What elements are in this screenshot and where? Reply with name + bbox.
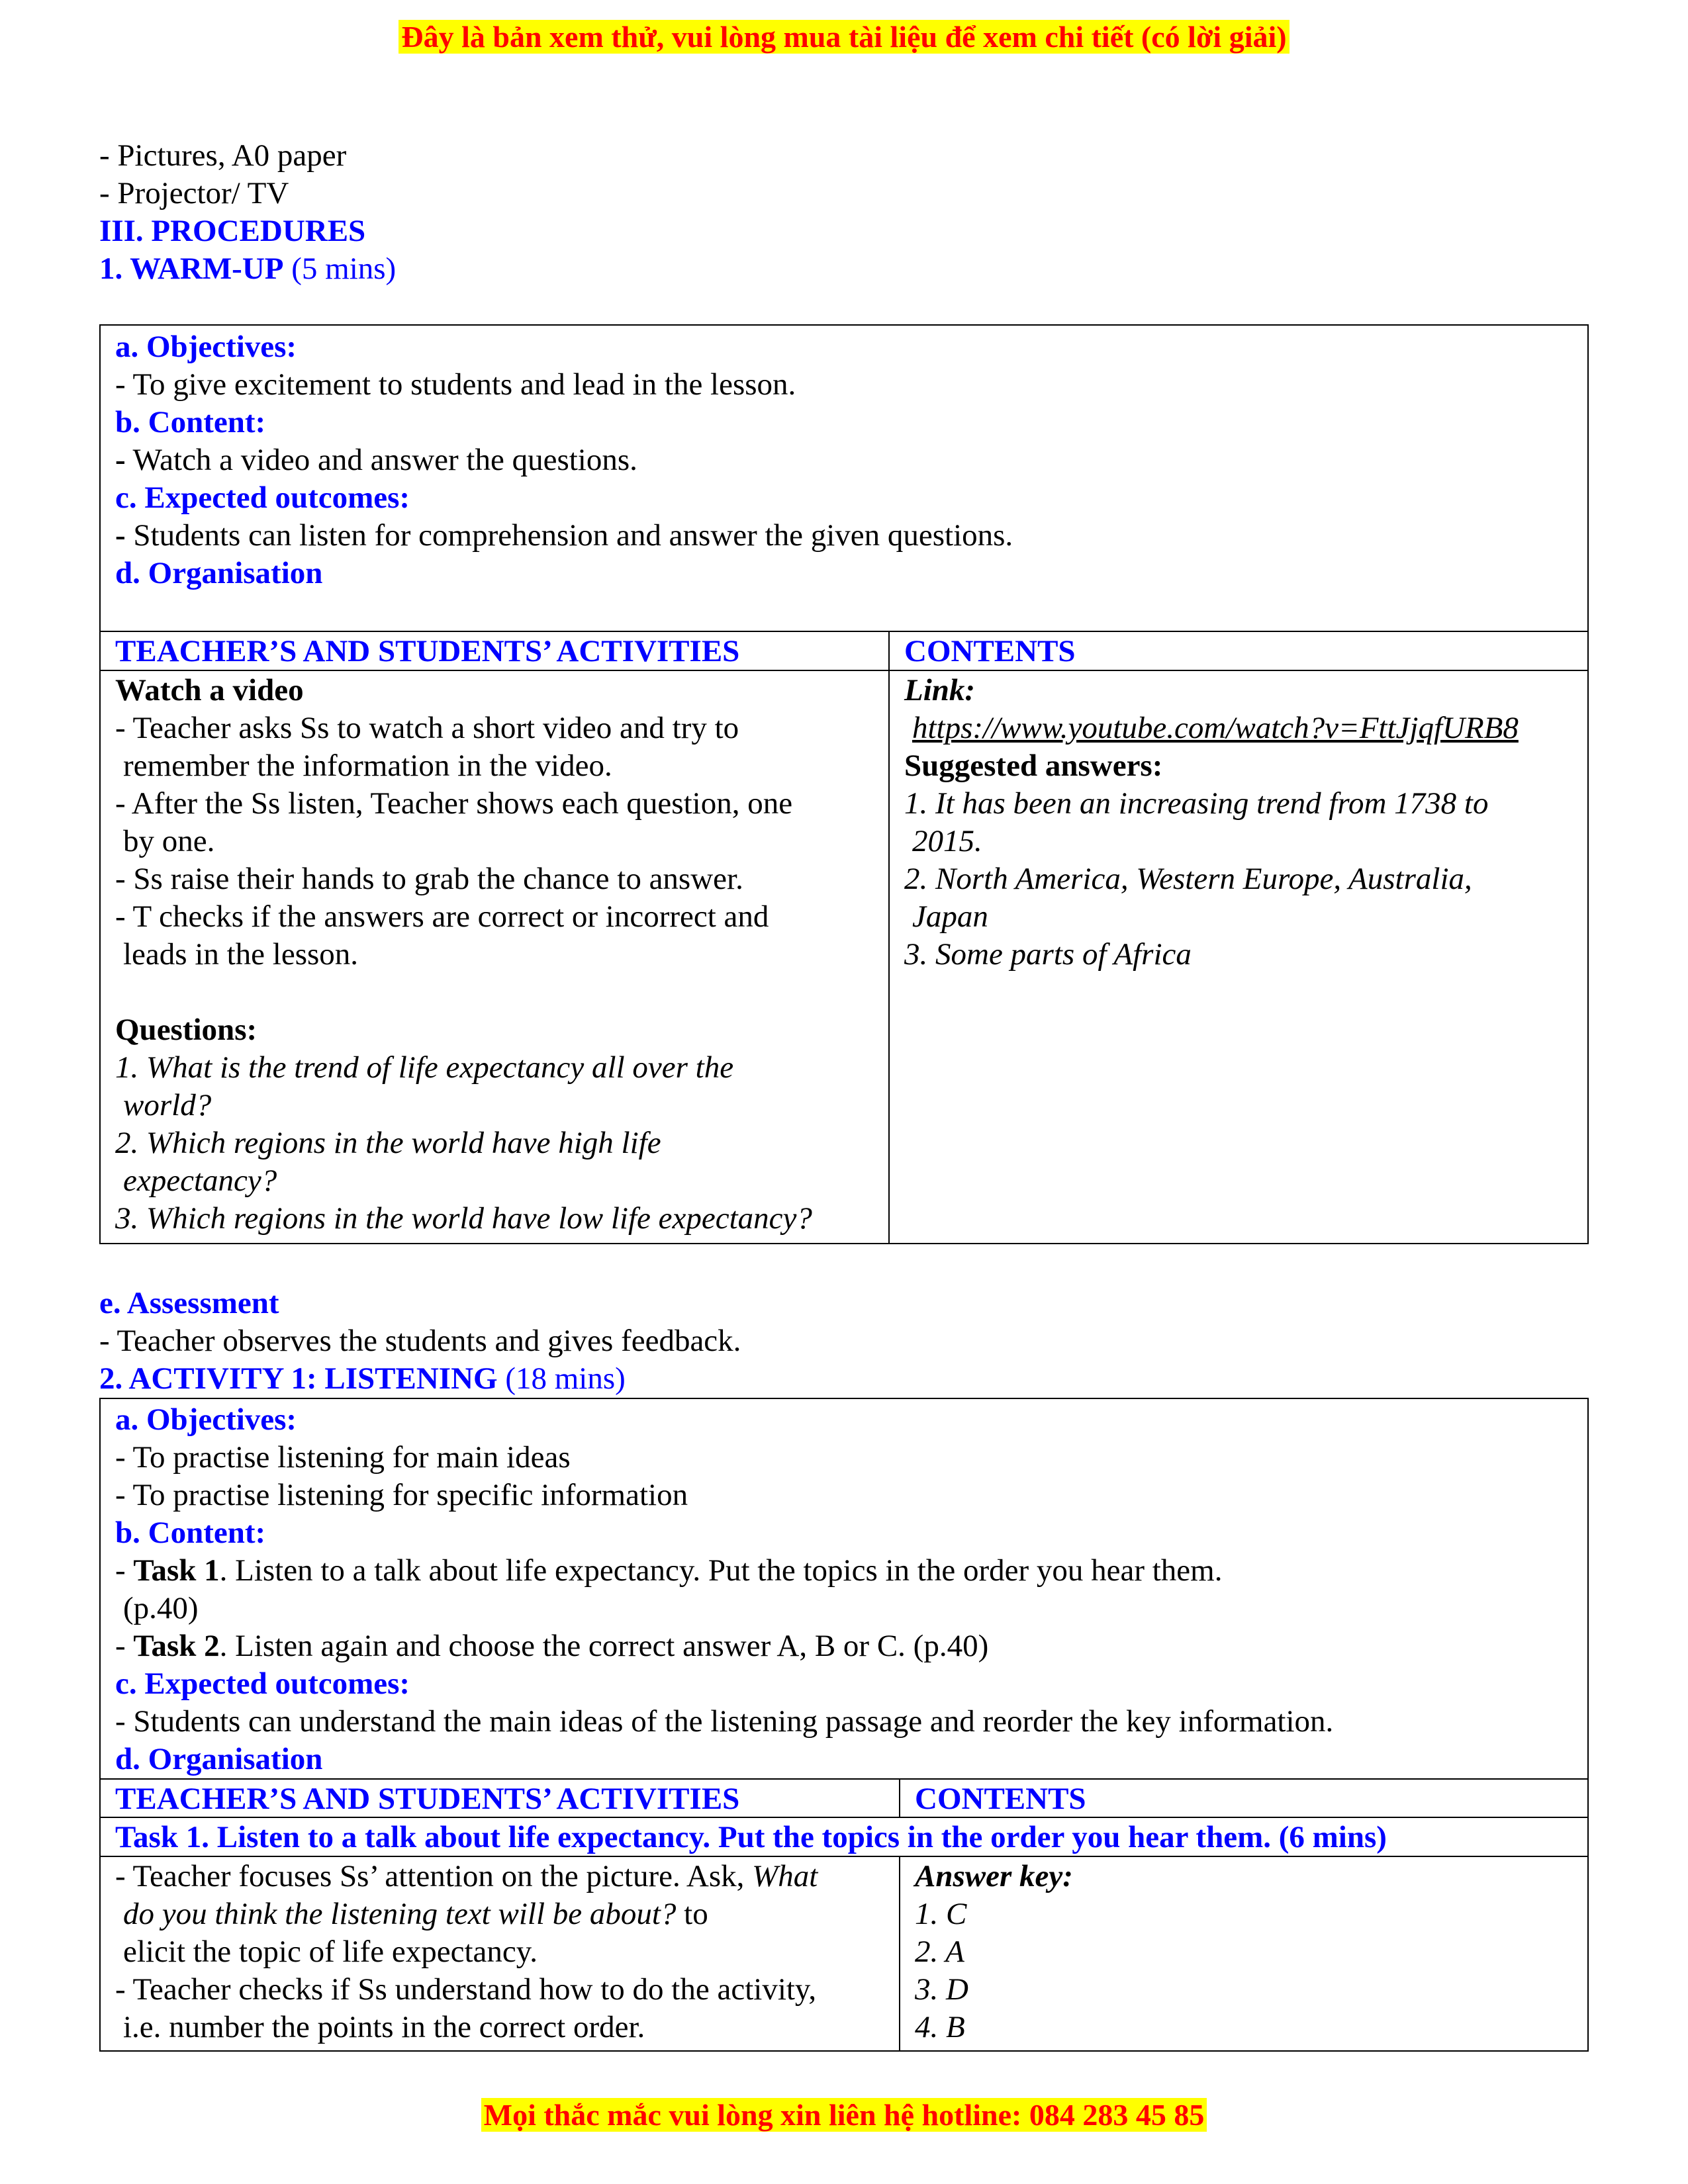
- question-line: 3. Which regions in the world have low life expectancy?: [115, 1201, 812, 1236]
- task2-description: - Task 2. Listen again and choose the correct answer A, B or C. (p.40): [115, 1629, 989, 1663]
- activity1-heading: [99, 1359, 626, 1398]
- activity1-col2-header: CONTENTS: [915, 1782, 1086, 1816]
- warmup-content: - Watch a video and answer the questions.: [115, 443, 637, 477]
- hotline-banner-text: Mọi thắc mắc vui lòng xin liên hệ hotline: 084 283 45 85: [481, 2098, 1207, 2132]
- activity1-content-label: b. Content:: [115, 1516, 266, 1550]
- column-divider: [899, 1778, 900, 1817]
- task1-activity-line: i.e. number the points in the correct order.: [123, 2010, 645, 2044]
- task1-activity-line: do you think the listening text will be about? to: [123, 1897, 708, 1931]
- activity1-objective: - To practise listening for main ideas: [115, 1440, 571, 1475]
- activity-line: - After the Ss listen, Teacher shows each question, one: [115, 786, 793, 821]
- material-item: - Pictures, A0 paper: [99, 138, 347, 173]
- warmup-outcomes: - Students can listen for comprehension and answer the given questions.: [115, 518, 1013, 553]
- activity1-outcomes: - Students can understand the main ideas of the listening passage and reorder the key information.: [115, 1704, 1334, 1739]
- activity1-objective: - To practise listening for specific information: [115, 1478, 688, 1512]
- preview-banner: [0, 17, 1688, 57]
- warmup-content-label: b. Content:: [115, 405, 266, 439]
- procedures-heading: III. PROCEDURES: [99, 214, 366, 248]
- answer-line: 2015.: [912, 824, 982, 858]
- activity1-organisation-label: d. Organisation: [115, 1742, 323, 1776]
- questions-label: Questions:: [115, 1013, 258, 1047]
- warmup-objectives-label: a. Objectives:: [115, 330, 297, 364]
- task1-activity-line: - Teacher focuses Ss’ attention on the picture. Ask, What: [115, 1859, 818, 1893]
- link-label: Link:: [904, 673, 976, 707]
- question-line: 2. Which regions in the world have high life: [115, 1126, 661, 1160]
- hotline-banner: [0, 2095, 1688, 2135]
- column-divider: [888, 631, 890, 1244]
- answer-key-item: 1. C: [915, 1897, 967, 1931]
- activity1-col1-header: TEACHER’S AND STUDENTS’ ACTIVITIES: [115, 1782, 740, 1816]
- answer-key-item: 4. B: [915, 2010, 965, 2044]
- warmup-col2-header: CONTENTS: [904, 634, 1076, 668]
- answer-line: 3. Some parts of Africa: [904, 937, 1192, 972]
- task1-row-title: Task 1. Listen to a talk about life expectancy. Put the topics in the order you hear them. (6 mins): [115, 1820, 1387, 1854]
- warmup-title: 1. WARM-UP: [99, 251, 284, 286]
- activity1-title: 2. ACTIVITY 1: LISTENING: [99, 1361, 498, 1396]
- assessment-text: - Teacher observes the students and gives feedback.: [99, 1324, 741, 1358]
- activity1-outcomes-label: c. Expected outcomes:: [115, 1666, 410, 1701]
- task1-activity-line: elicit the topic of life expectancy.: [123, 1934, 538, 1969]
- activity-line: remember the information in the video.: [123, 749, 612, 783]
- activity-line: - Teacher asks Ss to watch a short video and try to: [115, 711, 739, 745]
- task1-description: - Task 1. Listen to a talk about life expectancy. Put the topics in the order you hear them.: [115, 1553, 1223, 1588]
- task1-activity-line: - Teacher checks if Ss understand how to do the activity,: [115, 1972, 817, 2007]
- warmup-outcomes-label: c. Expected outcomes:: [115, 480, 410, 515]
- assessment-label: e. Assessment: [99, 1286, 279, 1320]
- activity-title: Watch a video: [115, 673, 304, 707]
- activity1-objectives-label: a. Objectives:: [115, 1402, 297, 1437]
- activity-line: by one.: [123, 824, 215, 858]
- warmup-duration: (5 mins): [291, 251, 397, 286]
- warmup-organisation-label: d. Organisation: [115, 556, 323, 590]
- activity-line: leads in the lesson.: [123, 937, 359, 972]
- task1-page: (p.40): [123, 1591, 199, 1625]
- answer-key-item: 3. D: [915, 1972, 968, 2007]
- answer-key-item: 2. A: [915, 1934, 964, 1969]
- activity-line: - T checks if the answers are correct or incorrect and: [115, 899, 769, 934]
- answer-line: 1. It has been an increasing trend from 1738 to: [904, 786, 1489, 821]
- material-item: - Projector/ TV: [99, 176, 289, 210]
- warmup-col1-header: TEACHER’S AND STUDENTS’ ACTIVITIES: [115, 634, 740, 668]
- video-link[interactable]: https://www.youtube.com/watch?v=FttJjqfURB8: [912, 711, 1519, 745]
- question-line: 1. What is the trend of life expectancy all over the: [115, 1050, 734, 1085]
- activity-line: - Ss raise their hands to grab the chance to answer.: [115, 862, 743, 896]
- warmup-objectives: - To give excitement to students and lead in the lesson.: [115, 367, 796, 402]
- column-divider: [899, 1856, 900, 2052]
- question-line: expectancy?: [123, 1163, 277, 1198]
- activity1-duration: (18 mins): [505, 1361, 626, 1396]
- answer-key-label: Answer key:: [915, 1859, 1073, 1893]
- answer-line: 2. North America, Western Europe, Australia,: [904, 862, 1472, 896]
- suggested-answers-label: Suggested answers:: [904, 749, 1163, 783]
- answer-line: Japan: [912, 899, 988, 934]
- warmup-heading: [99, 250, 396, 288]
- preview-banner-text: Đây là bản xem thử, vui lòng mua tài liệu để xem chi tiết (có lời giải): [399, 20, 1289, 54]
- question-line: world?: [123, 1088, 212, 1122]
